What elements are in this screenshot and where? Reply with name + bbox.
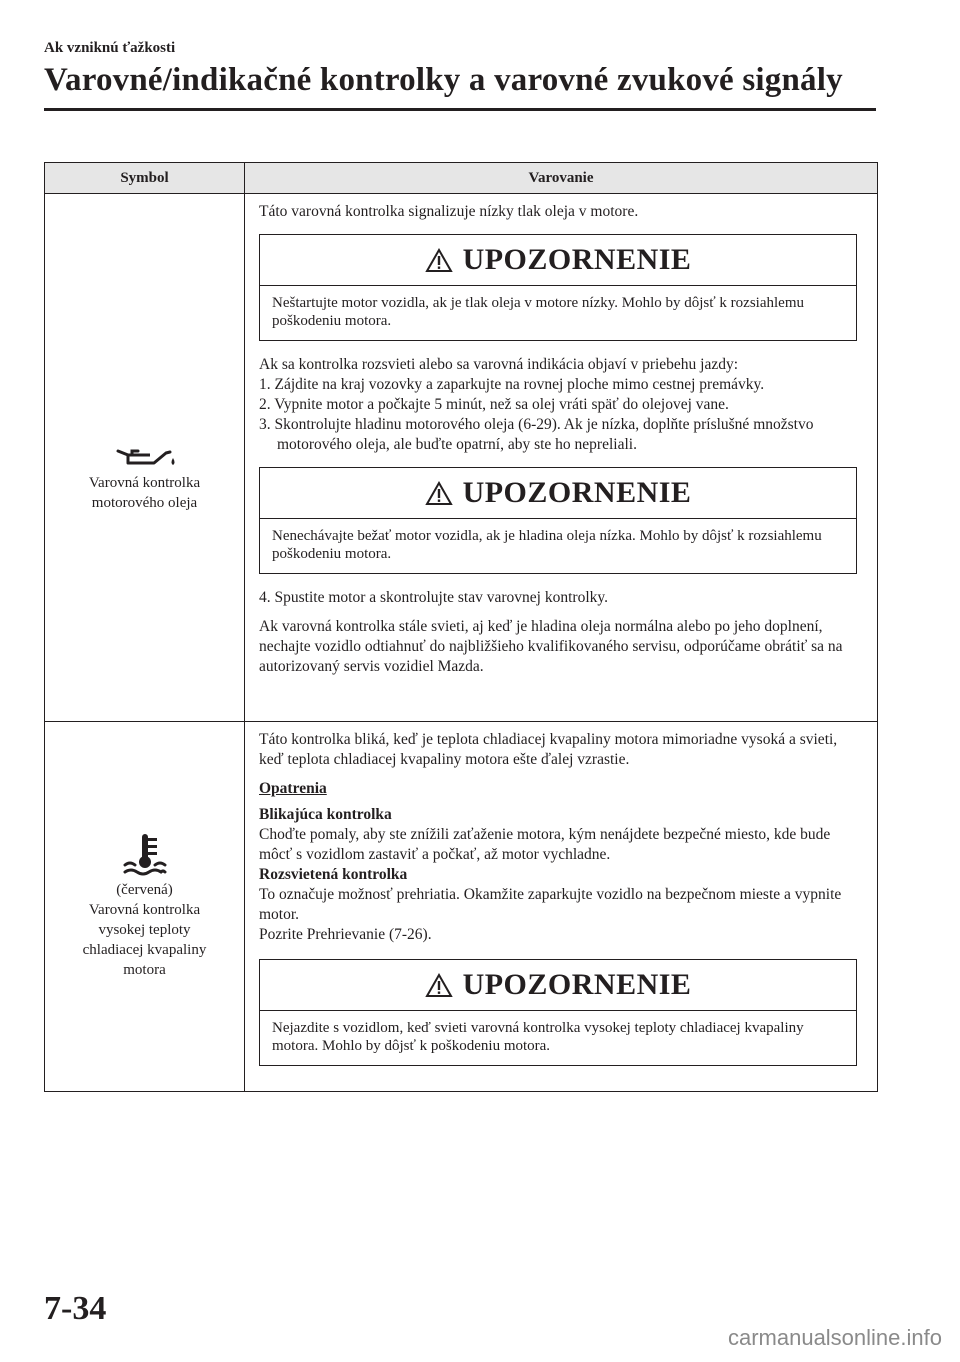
table-row (45, 722, 878, 1092)
symbol-label: motora (123, 961, 166, 978)
symbol-label: chladiacej kvapaliny (82, 941, 207, 958)
list-item: 2. Vypnite motor a počkajte 5 minút, než sa olej vráti späť do olejovej vane. (259, 396, 729, 413)
paragraph: 4. Spustite motor a skontrolujte stav varovnej kontrolky. (259, 589, 608, 606)
warning-triangle-icon (425, 248, 453, 273)
symbol-label: Varovná kontrolka (88, 474, 201, 491)
paragraph: Táto varovná kontrolka signalizuje nízky tlak oleja v motore. (259, 203, 639, 220)
coolant-temperature-icon (121, 832, 169, 876)
table-row (45, 194, 878, 722)
page-title: Varovné/indikačné kontrolky a varovné zvukové signály (44, 62, 843, 98)
warning-cell-oil (245, 194, 878, 722)
symbol-cell-oil (45, 194, 245, 722)
subheading: Blikajúca kontrolka (259, 806, 392, 823)
paragraph: Pozrite Prehrievanie (7-26). (259, 926, 432, 943)
caution-title: UPOZORNENIE (462, 243, 692, 276)
oil-can-icon (114, 443, 176, 469)
paragraph: Táto kontrolka bliká, keď je teplota chladiacej kvapaliny motora mimoriadne vysoká a svieti, keď teplota chladiacej kvapaliny motora ešte ďalej vzrastie. (259, 731, 838, 768)
symbol-cell-coolant (45, 722, 245, 1092)
watermark: carmanualsonline.info (727, 1325, 942, 1350)
symbol-label: motorového oleja (91, 494, 198, 511)
caution-title: UPOZORNENIE (462, 968, 692, 1001)
warning-table (44, 162, 878, 1092)
caution-text: Nenechávajte bežať motor vozidla, ak je hladina oleja nízka. Mohlo by dôjsť k rozsiahlemu poškodeniu motora. (272, 528, 822, 562)
column-header-symbol: Symbol (45, 163, 245, 194)
title-rule (44, 108, 876, 111)
section-label: Ak vzniknú ťažkosti (44, 40, 176, 56)
warning-cell-coolant (245, 722, 878, 1092)
symbol-label: Varovná kontrolka (88, 901, 201, 918)
caution-box (259, 467, 857, 574)
column-header-warning: Varovanie (245, 163, 878, 194)
caution-header (260, 235, 856, 286)
page-number: 7-34 (44, 1290, 107, 1327)
list-item: Ak sa kontrolka rozsvieti alebo sa varovná indikácia objaví v priebehu jazdy: (259, 356, 739, 373)
symbol-label: vysokej teploty (98, 921, 191, 938)
caution-header (260, 468, 856, 519)
warning-triangle-icon (425, 481, 453, 506)
paragraph: Ak varovná kontrolka stále svieti, aj keď je hladina oleja normálna alebo po jeho doplnení, nechajte vozidlo odtiahnuť do najbližšieho kvalifikovaného servisu, odporúčame obrátiť sa na autorizovaný servis vozidiel Mazda. (259, 618, 843, 675)
measures-heading: Opatrenia (259, 780, 327, 797)
caution-title: UPOZORNENIE (462, 476, 692, 509)
caution-text: Nejazdite s vozidlom, keď svieti varovná kontrolka vysokej teploty chladiacej kvapaliny motora. Mohlo by dôjsť k poškodeniu motora. (272, 1020, 804, 1054)
subheading: Rozsvietená kontrolka (259, 866, 408, 883)
warning-triangle-icon (425, 973, 453, 998)
paragraph: To označuje možnosť prehriatia. Okamžite zaparkujte vozidlo na bezpečnom mieste a vypnite motor. (259, 886, 842, 923)
symbol-label: (červená) (116, 881, 173, 898)
list-item: 1. Zájdite na kraj vozovky a zaparkujte na rovnej ploche mimo cestnej premávky. (259, 376, 765, 393)
caution-text: Neštartujte motor vozidla, ak je tlak oleja v motore nízky. Mohlo by dôjsť k rozsiahlemu poškodeniu motora. (272, 295, 804, 329)
table-header-row (45, 163, 878, 194)
caution-header (260, 960, 856, 1011)
steps-list (259, 355, 863, 455)
paragraph: Choďte pomaly, aby ste znížili zaťaženie motora, kým nenájdete bezpečné miesto, kde bude môcť s vozidlom zastaviť a počkať, až motor vychladne. (259, 826, 831, 863)
list-item: 3. Skontrolujte hladinu motorového oleja (6-29). Ak je nízka, doplňte príslušné množstvo motorového oleja, ale buďte opatrní, aby ste ho nepreliali. (259, 416, 814, 453)
caution-box (259, 959, 857, 1066)
caution-box (259, 234, 857, 341)
